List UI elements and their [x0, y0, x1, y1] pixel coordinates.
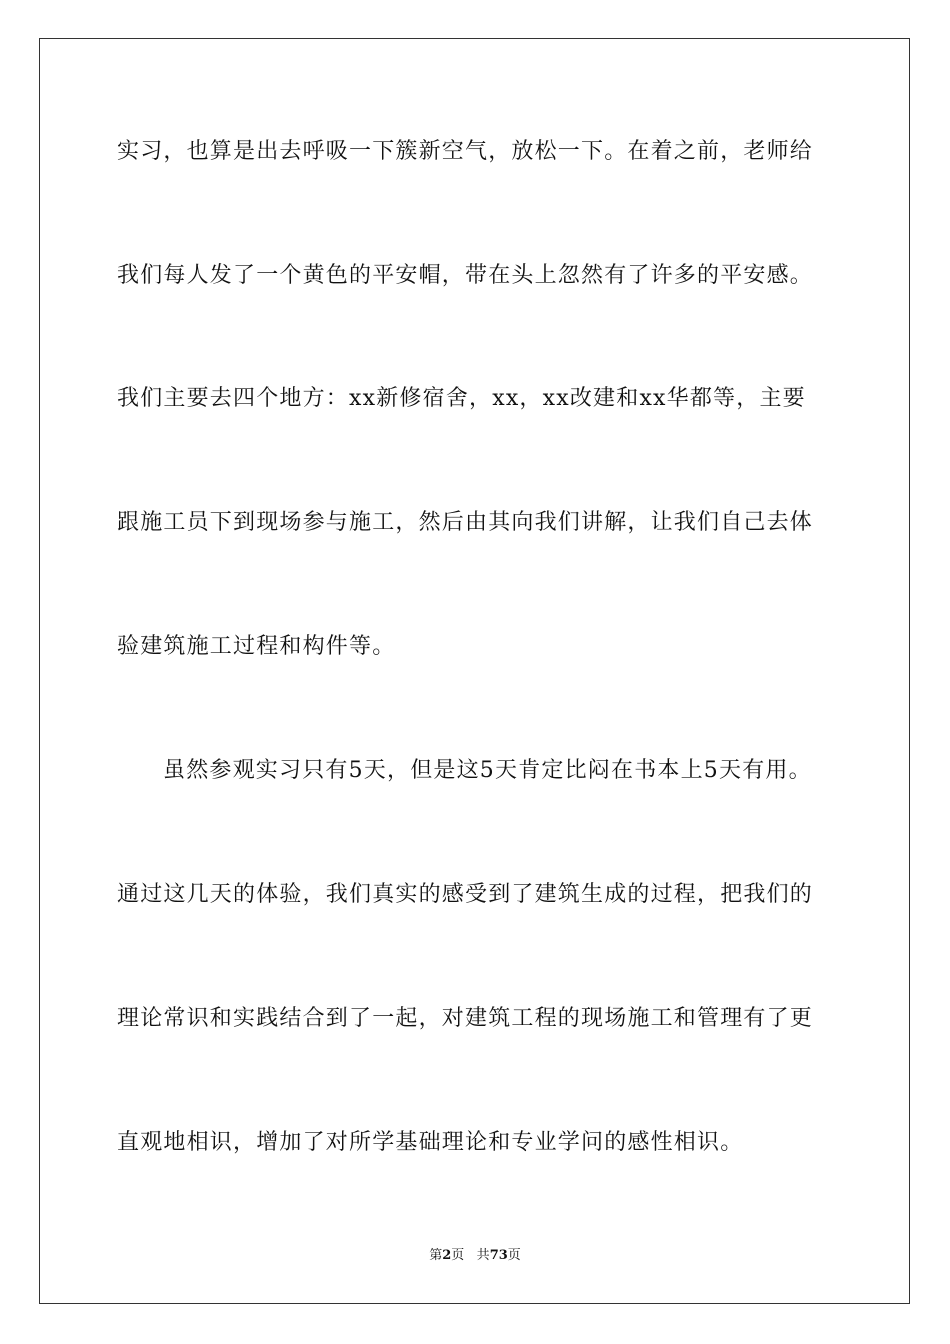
body-text-line-5: 验建筑施工过程和构件等。: [117, 634, 396, 659]
footer-page-suffix: 页: [451, 1248, 465, 1263]
body-text-line-1: 实习，也算是出去呼吸一下簇新空气，放松一下。在着之前，老师给: [117, 139, 814, 164]
body-text-line-9: 直观地相识，增加了对所学基础理论和专业学问的感性相识。: [117, 1130, 744, 1155]
body-text-line-3: 我们主要去四个地方：xx新修宿舍，xx，xx改建和xx华都等，主要: [117, 386, 806, 411]
footer-total-prefix: 共: [476, 1248, 490, 1263]
body-text-line-2: 我们每人发了一个黄色的平安帽，带在头上忽然有了许多的平安感。: [117, 263, 814, 288]
footer-page-prefix: 第: [429, 1248, 443, 1263]
page-footer: [0, 1248, 950, 1264]
footer-total-pages: 73: [489, 1248, 508, 1263]
body-text-line-8: 理论常识和实践结合到了一起，对建筑工程的现场施工和管理有了更: [117, 1006, 814, 1031]
body-text-line-4: 跟施工员下到现场参与施工，然后由其向我们讲解，让我们自己去体: [117, 510, 814, 535]
page-border: [39, 38, 910, 1304]
body-text-line-7: 通过这几天的体验，我们真实的感受到了建筑生成的过程，把我们的: [117, 882, 814, 907]
footer-page-number: 2: [442, 1248, 452, 1263]
body-text-line-6: 虽然参观实习只有5天，但是这5天肯定比闷在书本上5天有用。: [163, 758, 812, 783]
footer-total-suffix: 页: [507, 1248, 521, 1263]
